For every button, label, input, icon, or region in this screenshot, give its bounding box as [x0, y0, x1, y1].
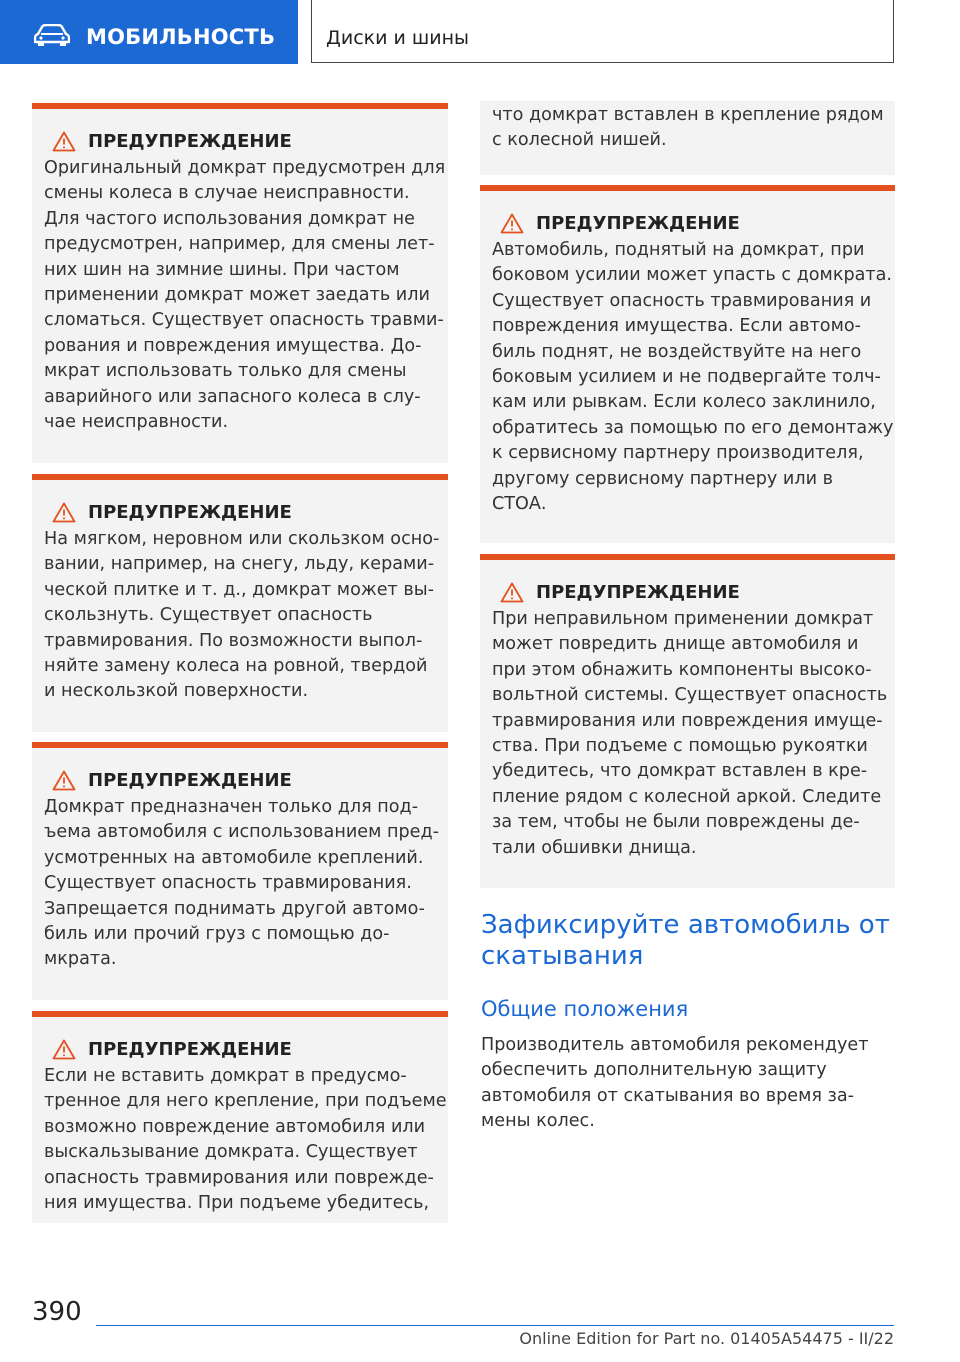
warning-box-2 [32, 474, 448, 732]
subsection-heading: Общие положения [481, 997, 689, 1021]
warning-text: При неправильном применении домкрат может повредить днище автомобиля и при этом обнажить компоненты высоко‐ вольтной системы. Существует опасность травмирования или повреждения имуще‐ ства. При подъеме с помощью рукоятки убедитесь, что домкрат вставлен в кре‐ пление рядом с колесной аркой. Следите за тем, чтобы не были повреждены де‐ тали обшивки днища. [492, 609, 888, 858]
footer-edition: Online Edition for Part no. 01405A54475 - II/22 [519, 1329, 894, 1348]
warning-title: ПРЕДУПРЕЖДЕНИЕ [536, 582, 740, 603]
warning-title: ПРЕДУПРЕЖДЕНИЕ [88, 502, 292, 523]
car-icon [34, 24, 70, 50]
warning-text: Домкрат предназначен только для под‐ ъема автомобиля с использованием пред‐ усмотренных на автомобиле креплений. Существует опасность травмирования. Запрещается поднимать другой автомо‐ биль или прочий груз с помощью до‐ мкрата. [44, 797, 439, 970]
warning-text: Автомобиль, поднятый на домкрат, при боковом усилии может упасть с домкрата. Существует опасность травмирования и повреждения имущества. Если автомо‐ биль поднят, не воздействуйте на него боковым усилием и не подвергайте толч‐ кам или рывкам. Если колесо заклинило, обратитесь за помощью по его демонтажу к сервисному партнеру производителя, другому сервисному партнеру или в СТОА. [492, 240, 894, 515]
warning-box-4 [32, 1011, 448, 1223]
warning-triangle-icon [52, 1039, 76, 1060]
warning-box-6 [480, 554, 895, 888]
warning-title: ПРЕДУПРЕЖДЕНИЕ [88, 131, 292, 152]
header-section-tab [0, 0, 298, 64]
body-paragraph: Производитель автомобиля рекомендует обеспечить дополнительную защиту автомобиля от скатывания во время за‐ мены колес. [481, 1035, 869, 1132]
page-number: 390 [32, 1297, 82, 1327]
section-title: МОБИЛЬНОСТЬ [86, 25, 276, 49]
warning-title: ПРЕДУПРЕЖДЕНИЕ [536, 213, 740, 234]
warning-triangle-icon [52, 502, 76, 523]
header-subsection [311, 0, 894, 63]
warning-triangle-icon [52, 131, 76, 152]
warning-text: что домкрат вставлен в крепление рядом с колесной нишей. [492, 105, 884, 151]
warning-box-5 [480, 185, 895, 543]
subsection-title: Диски и шины [326, 27, 470, 49]
section-heading: Зафиксируйте автомобиль от скатывания [481, 910, 890, 971]
warning-text: На мягком, неровном или скользком осно‐ вании, например, на снегу, льду, керами‐ ческой плитке и т. д., домкрат может вы‐ скользнуть. Существует опасность травмирования. По возможности выпол‐ няйте замену колеса на ровной, твердой и нескользкой поверхности. [44, 529, 440, 702]
warning-title: ПРЕДУПРЕЖДЕНИЕ [88, 1039, 292, 1060]
warning-triangle-icon [500, 213, 524, 234]
warning-text: Оригинальный домкрат предусмотрен для смены колеса в случае неисправности. Для частого использования домкрат не предусмотрен, например, для смены лет‐ них шин на зимние шины. При частом применении домкрат может заедать или сломаться. Существует опасность травми‐ рования и повреждения имущества. До‐ мкрат использовать только для смены аварийного или запасного колеса в слу‐ чае неисправности. [44, 158, 446, 433]
warning-triangle-icon [52, 770, 76, 791]
warning-text: Если не вставить домкрат в предусмо‐ тренное для него крепление, при подъеме возможно повреждение автомобиля или выскальзывание домкрата. Существует опасность травмирования или поврежде‐ ния имущества. При подъеме убедитесь, [44, 1066, 447, 1214]
warning-box-3 [32, 742, 448, 1000]
footer-divider [96, 1325, 894, 1326]
warning-continuation [480, 101, 895, 175]
warning-title: ПРЕДУПРЕЖДЕНИЕ [88, 770, 292, 791]
warning-box-1 [32, 103, 448, 463]
warning-triangle-icon [500, 582, 524, 603]
